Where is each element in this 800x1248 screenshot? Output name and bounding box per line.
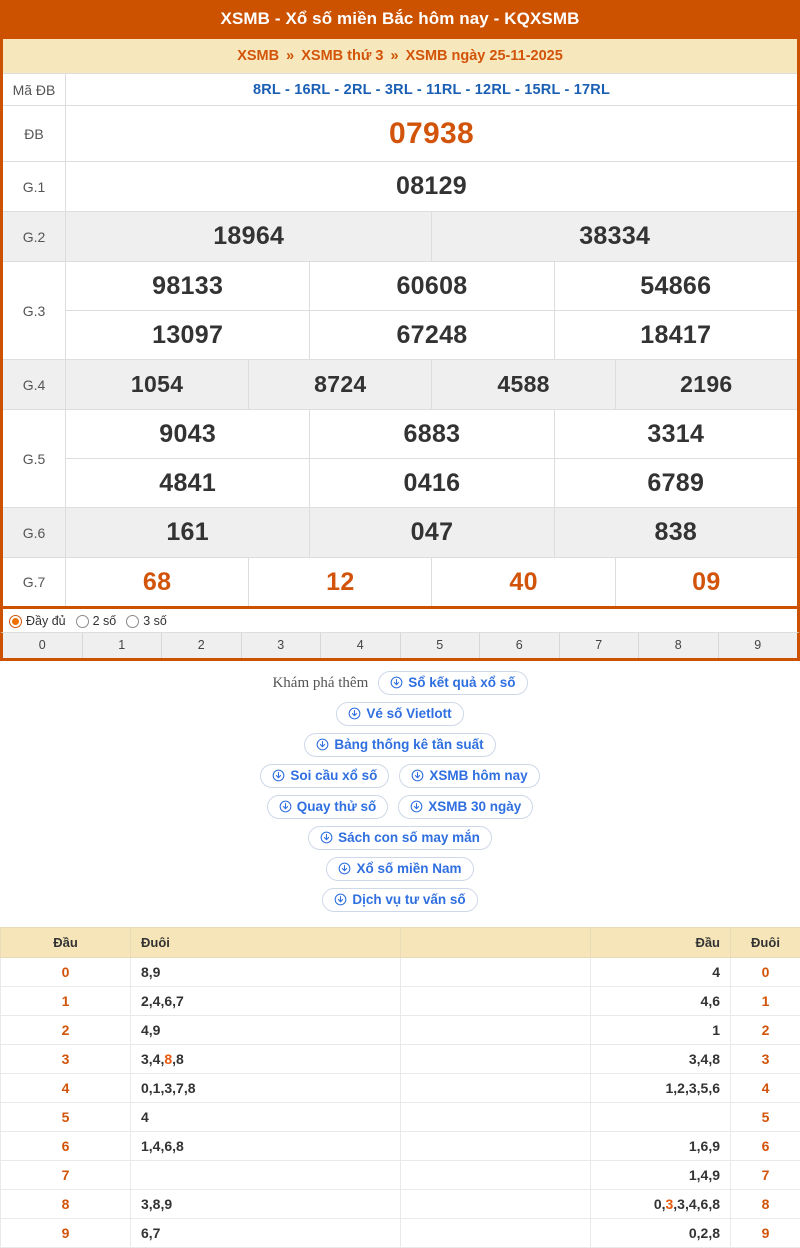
table-row-g3a [2, 262, 799, 311]
explore-link-label: Soi cầu xổ số [290, 768, 377, 783]
page-title: XSMB - Xổ số miền Bắc hôm nay - KQXSMB [0, 0, 800, 39]
table-row [1, 1045, 800, 1074]
prize-g3-5: 67248 [310, 311, 554, 360]
table-row [1, 987, 800, 1016]
stats-head-right: 0,3,3,4,6,8 [591, 1190, 731, 1219]
circle-down-arrow-icon [316, 738, 329, 751]
prize-g7-2: 12 [249, 558, 432, 608]
stats-spacer [401, 1016, 591, 1045]
table-row-g5b [2, 459, 799, 508]
head-tail-stats-table [0, 927, 800, 1248]
table-row-madb [2, 74, 799, 106]
filter-option-label: Đầy đủ [26, 614, 66, 628]
stats-head-left: 6 [1, 1132, 131, 1161]
stats-head-right [591, 1103, 731, 1132]
prize-g3-2: 60608 [310, 262, 554, 311]
table-row-g5a [2, 410, 799, 459]
stats-head-right: 4,6 [591, 987, 731, 1016]
digit-cell-8[interactable]: 8 [639, 633, 719, 658]
stats-tail-right: 2 [731, 1016, 800, 1045]
explore-link-label: Dịch vụ tư vấn số [352, 892, 465, 907]
explore-link-chip[interactable] [308, 826, 492, 850]
stats-spacer [401, 1190, 591, 1219]
table-row [1, 1132, 800, 1161]
breadcrumb-separator: » [391, 48, 399, 64]
table-row [1, 1103, 800, 1132]
stats-tail-right: 5 [731, 1103, 800, 1132]
filter-option-label: 2 số [93, 614, 117, 628]
table-row-g1 [2, 162, 799, 212]
explore-link-label: XSMB 30 ngày [428, 799, 521, 814]
filter-option-1[interactable] [76, 614, 117, 628]
stats-col-head-left: Đầu [1, 928, 131, 958]
prize-g3-3: 54866 [554, 262, 798, 311]
breadcrumb-item-weekday[interactable]: XSMB thứ 3 [301, 48, 383, 64]
stats-spacer [401, 1074, 591, 1103]
prize-g5-2: 6883 [310, 410, 554, 459]
stats-header-row [1, 928, 800, 958]
row-label-g1: G.1 [2, 162, 66, 212]
explore-link-label: Sách con số may mắn [338, 830, 480, 845]
row-label-g2: G.2 [2, 212, 66, 262]
stats-tail-right: 3 [731, 1045, 800, 1074]
stats-head-left: 4 [1, 1074, 131, 1103]
circle-down-arrow-icon [348, 707, 361, 720]
stats-spacer [401, 1132, 591, 1161]
explore-row [0, 826, 800, 850]
explore-link-chip[interactable] [398, 795, 533, 819]
filter-option-2[interactable] [126, 614, 167, 628]
digit-cell-9[interactable]: 9 [719, 633, 798, 658]
explore-row [0, 733, 800, 757]
explore-row [0, 857, 800, 881]
digit-cell-6[interactable]: 6 [480, 633, 560, 658]
stats-tail-left: 8,9 [131, 958, 401, 987]
stats-head-right: 0,2,8 [591, 1219, 731, 1248]
stats-tail-right: 1 [731, 987, 800, 1016]
stats-spacer [401, 987, 591, 1016]
stats-head-left: 1 [1, 987, 131, 1016]
table-row [1, 1074, 800, 1103]
digit-cell-3[interactable]: 3 [242, 633, 322, 658]
explore-link-label: Quay thử số [297, 799, 377, 814]
explore-link-chip[interactable] [267, 795, 389, 819]
prize-g5-3: 3314 [554, 410, 798, 459]
prize-g4-3: 4588 [432, 360, 615, 410]
explore-row [0, 795, 800, 819]
stats-tail-left: 3,8,9 [131, 1190, 401, 1219]
row-label-g7: G.7 [2, 558, 66, 608]
lottery-results-table [0, 73, 800, 609]
row-label-g5: G.5 [2, 410, 66, 508]
stats-tail-right: 0 [731, 958, 800, 987]
digit-cell-1[interactable]: 1 [83, 633, 163, 658]
digit-cell-2[interactable]: 2 [162, 633, 242, 658]
stats-spacer [401, 958, 591, 987]
circle-down-arrow-icon [320, 831, 333, 844]
radio-icon[interactable] [126, 615, 139, 628]
prize-g4-4: 2196 [615, 360, 798, 410]
radio-icon[interactable] [9, 615, 22, 628]
explore-link-chip[interactable] [336, 702, 463, 726]
digit-strip [0, 632, 800, 661]
explore-link-label: Bảng thống kê tần suất [334, 737, 483, 752]
prize-g7-4: 09 [615, 558, 798, 608]
circle-down-arrow-icon [338, 862, 351, 875]
row-label-g4: G.4 [2, 360, 66, 410]
digit-cell-0[interactable]: 0 [3, 633, 83, 658]
table-row [1, 1016, 800, 1045]
stats-tail-left: 1,4,6,8 [131, 1132, 401, 1161]
stats-spacer [401, 1045, 591, 1074]
stats-tail-left: 2,4,6,7 [131, 987, 401, 1016]
explore-link-label: Sổ kết quả xổ số [408, 675, 515, 690]
stats-tail-right: 6 [731, 1132, 800, 1161]
stats-col-spacer [401, 928, 591, 958]
explore-row [0, 888, 800, 912]
stats-head-left: 3 [1, 1045, 131, 1074]
stats-tail-left: 3,4,8,8 [131, 1045, 401, 1074]
stats-head-left: 2 [1, 1016, 131, 1045]
prize-g4-1: 1054 [66, 360, 249, 410]
explore-link-label: XSMB hôm nay [429, 768, 527, 783]
circle-down-arrow-icon [410, 800, 423, 813]
explore-row [0, 702, 800, 726]
filter-option-label: 3 số [143, 614, 167, 628]
stats-tail-left: 4,9 [131, 1016, 401, 1045]
row-label-db: ĐB [2, 106, 66, 162]
row-label-madb: Mã ĐB [2, 74, 66, 106]
prize-g5-4: 4841 [66, 459, 310, 508]
table-row-g2 [2, 212, 799, 262]
explore-links-section [0, 661, 800, 927]
digit-cell-4[interactable]: 4 [321, 633, 401, 658]
prize-g5-6: 6789 [554, 459, 798, 508]
prize-g6-1: 161 [66, 508, 310, 558]
filter-option-0[interactable] [9, 614, 66, 628]
prize-g3-4: 13097 [66, 311, 310, 360]
table-row-g4 [2, 360, 799, 410]
breadcrumb-item-xsmb[interactable]: XSMB [237, 48, 279, 64]
explore-label: Khám phá thêm [272, 675, 368, 692]
radio-icon[interactable] [76, 615, 89, 628]
stats-col-tail-left: Đuôi [131, 928, 401, 958]
prize-g1: 08129 [66, 162, 799, 212]
row-label-g3: G.3 [2, 262, 66, 360]
stats-head-right: 1 [591, 1016, 731, 1045]
breadcrumb-separator: » [286, 48, 294, 64]
table-row [1, 958, 800, 987]
explore-link-label: Vé số Vietlott [366, 706, 451, 721]
explore-link-label: Xổ số miền Nam [356, 861, 461, 876]
explore-link-chip[interactable] [304, 733, 495, 757]
stats-spacer [401, 1161, 591, 1190]
madb-codes: 8RL - 16RL - 2RL - 3RL - 11RL - 12RL - 15RL - 17RL [66, 74, 799, 106]
explore-link-chip[interactable] [399, 764, 539, 788]
stats-head-left: 9 [1, 1219, 131, 1248]
table-row [1, 1219, 800, 1248]
stats-head-right: 1,2,3,5,6 [591, 1074, 731, 1103]
table-row-db [2, 106, 799, 162]
stats-col-tail-right: Đuôi [731, 928, 800, 958]
row-label-g6: G.6 [2, 508, 66, 558]
stats-head-right: 3,4,8 [591, 1045, 731, 1074]
explore-link-chip[interactable] [322, 888, 477, 912]
circle-down-arrow-icon [334, 893, 347, 906]
stats-col-head-right: Đầu [591, 928, 731, 958]
stats-head-right: 1,4,9 [591, 1161, 731, 1190]
stats-tail-right: 7 [731, 1161, 800, 1190]
explore-row [0, 671, 800, 695]
explore-link-chip[interactable] [260, 764, 389, 788]
stats-tail-right: 4 [731, 1074, 800, 1103]
stats-spacer [401, 1219, 591, 1248]
prize-db: 07938 [66, 106, 799, 162]
table-row-g6 [2, 508, 799, 558]
prize-g3-6: 18417 [554, 311, 798, 360]
circle-down-arrow-icon [390, 676, 403, 689]
display-filter-bar [0, 609, 800, 632]
prize-g5-5: 0416 [310, 459, 554, 508]
stats-tail-left: 4 [131, 1103, 401, 1132]
prize-g6-3: 838 [554, 508, 798, 558]
stats-spacer [401, 1103, 591, 1132]
digit-cell-5[interactable]: 5 [401, 633, 481, 658]
table-row [1, 1190, 800, 1219]
prize-g2-1: 18964 [66, 212, 432, 262]
breadcrumb [0, 39, 800, 73]
breadcrumb-item-date[interactable]: XSMB ngày 25-11-2025 [406, 48, 563, 64]
digit-cell-7[interactable]: 7 [560, 633, 640, 658]
prize-g5-1: 9043 [66, 410, 310, 459]
circle-down-arrow-icon [411, 769, 424, 782]
prize-g7-1: 68 [66, 558, 249, 608]
stats-head-left: 5 [1, 1103, 131, 1132]
explore-link-chip[interactable] [378, 671, 527, 695]
table-row-g3b [2, 311, 799, 360]
table-row [1, 1161, 800, 1190]
stats-head-right: 4 [591, 958, 731, 987]
stats-tail-left [131, 1161, 401, 1190]
stats-tail-right: 9 [731, 1219, 800, 1248]
prize-g6-2: 047 [310, 508, 554, 558]
stats-head-left: 7 [1, 1161, 131, 1190]
stats-tail-left: 6,7 [131, 1219, 401, 1248]
stats-head-left: 8 [1, 1190, 131, 1219]
explore-row [0, 764, 800, 788]
explore-link-chip[interactable] [326, 857, 473, 881]
stats-tail-left: 0,1,3,7,8 [131, 1074, 401, 1103]
circle-down-arrow-icon [272, 769, 285, 782]
prize-g3-1: 98133 [66, 262, 310, 311]
table-row-g7 [2, 558, 799, 608]
stats-head-left: 0 [1, 958, 131, 987]
stats-head-right: 1,6,9 [591, 1132, 731, 1161]
circle-down-arrow-icon [279, 800, 292, 813]
prize-g4-2: 8724 [249, 360, 432, 410]
prize-g2-2: 38334 [432, 212, 799, 262]
prize-g7-3: 40 [432, 558, 615, 608]
stats-tail-right: 8 [731, 1190, 800, 1219]
